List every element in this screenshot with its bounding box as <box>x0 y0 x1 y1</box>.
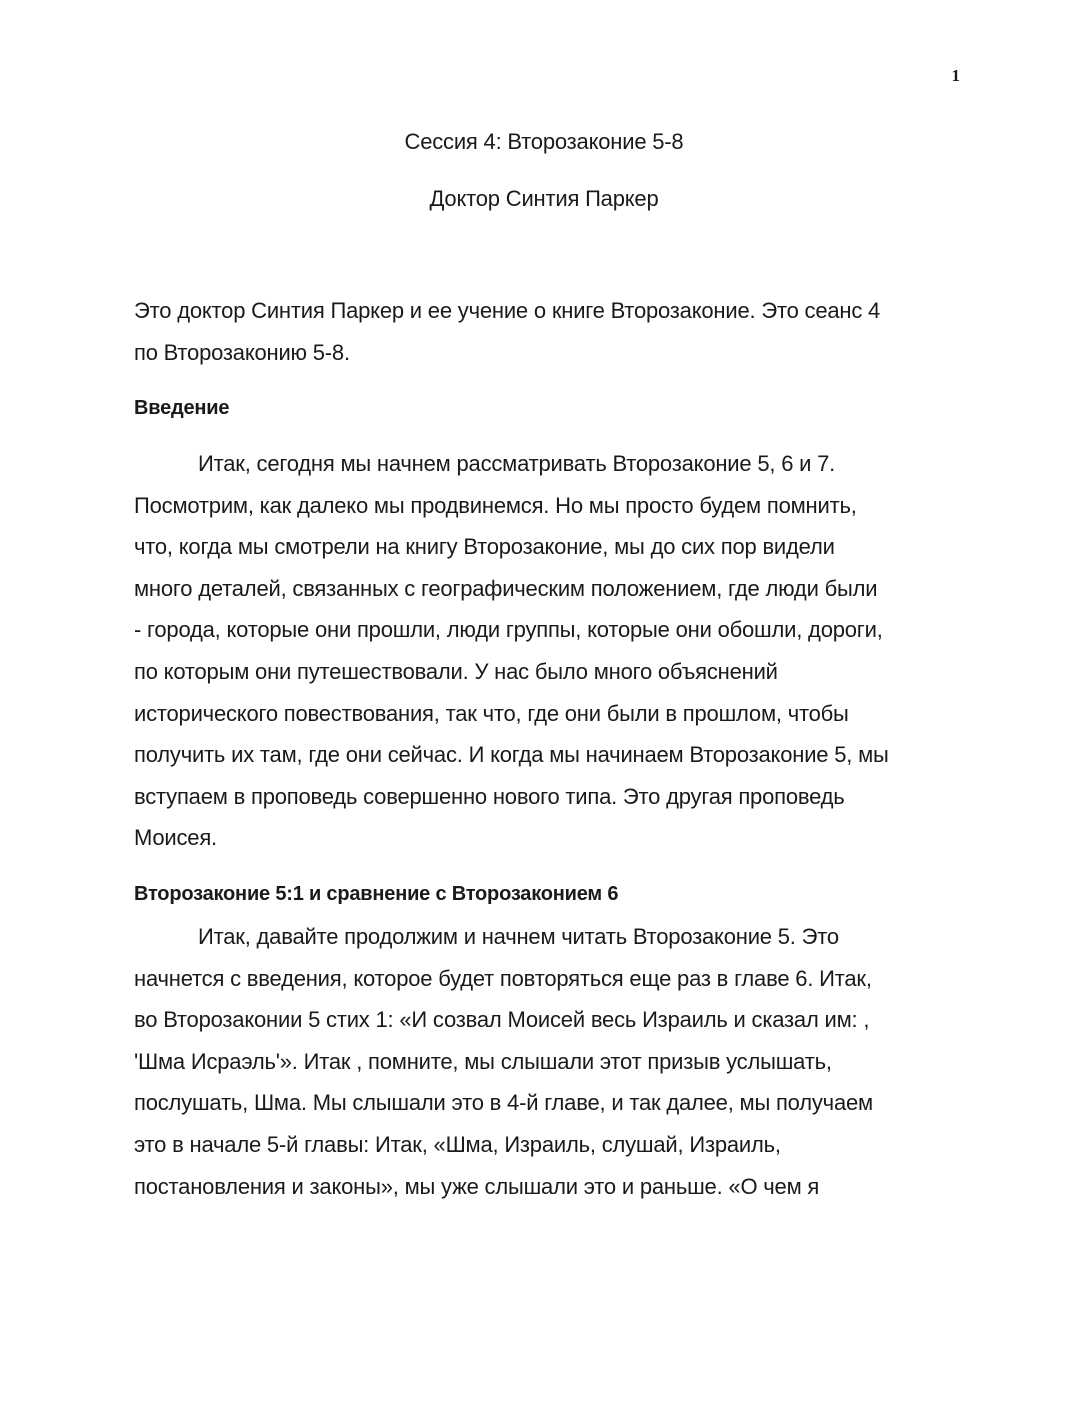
paragraph-line: начнется с введения, которое будет повторяться еще раз в главе 6. Итак, <box>134 965 872 991</box>
section-paragraph-deuteronomy-5-1 <box>134 916 970 1207</box>
paragraph-line: исторического повествования, так что, где они были в прошлом, чтобы <box>134 700 849 726</box>
paragraph-line: Моисея. <box>134 825 217 851</box>
paragraph-line: по Второзаконию 5-8. <box>134 339 350 365</box>
paragraph-line: 'Шма Исраэль'». Итак , помните, мы слышали этот призыв услышать, <box>134 1048 832 1074</box>
paragraph-line: во Второзаконии 5 стих 1: «И созвал Моисей весь Израиль и сказал им: , <box>134 1007 870 1033</box>
paragraph-line: вступаем в проповедь совершенно нового типа. Это другая проповедь <box>134 783 845 809</box>
paragraph-line: Посмотрим, как далеко мы продвинемся. Но мы просто будем помнить, <box>134 492 857 518</box>
intro-paragraph <box>134 290 970 373</box>
paragraph-line: Это доктор Синтия Паркер и ее учение о книге Второзаконие. Это сеанс 4 <box>134 298 881 323</box>
paragraph-line: получить их там, где они сейчас. И когда мы начинаем Второзаконие 5, мы <box>134 742 889 768</box>
paragraph-line: постановления и законы», мы уже слышали это и раньше. «О чем я <box>134 1173 820 1199</box>
section-heading-introduction: Введение <box>134 397 230 419</box>
section-paragraph-introduction <box>134 443 970 859</box>
page-number: 1 <box>951 66 960 85</box>
document-title: Сессия 4: Второзаконие 5-8 <box>404 129 684 154</box>
paragraph-line: по которым они путешествовали. У нас было много объяснений <box>134 658 778 684</box>
paragraph-line: много деталей, связанных с географическим положением, где люди были <box>134 575 878 601</box>
paragraph-line: это в начале 5-й главы: Итак, «Шма, Израиль, слушай, Израиль, <box>134 1131 781 1157</box>
paragraph-line: послушать, Шма. Мы слышали это в 4-й главе, и так далее, мы получаем <box>134 1090 873 1116</box>
paragraph-line: что, когда мы смотрели на книгу Второзаконие, мы до сих пор видели <box>134 534 835 560</box>
paragraph-line: Итак, сегодня мы начнем рассматривать Второзаконие 5, 6 и 7. <box>198 451 836 476</box>
paragraph-line: - города, которые они прошли, люди группы, которые они обошли, дороги, <box>134 617 883 643</box>
paragraph-line: Итак, давайте продолжим и начнем читать Второзаконие 5. Это <box>198 924 839 949</box>
section-heading-deuteronomy-5-1: Второзаконие 5:1 и сравнение с Второзаконием 6 <box>134 883 619 905</box>
document-author: Доктор Синтия Паркер <box>429 186 659 211</box>
